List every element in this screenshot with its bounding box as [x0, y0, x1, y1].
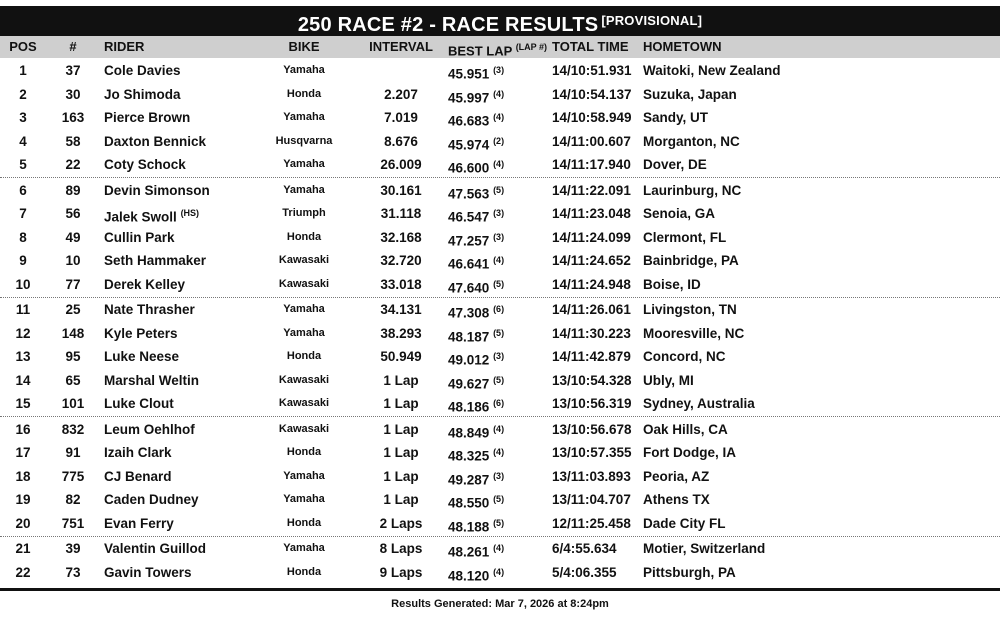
- row-rider-number: 65: [65, 372, 81, 388]
- best-lap-number: (3): [493, 208, 505, 218]
- best-lap-number: (5): [493, 374, 505, 385]
- row-bike: Honda: [286, 350, 322, 362]
- row-total-time: 14/11:24.948: [552, 276, 631, 292]
- row-rider-name: [104, 345, 179, 368]
- row-bike: Yamaha: [283, 303, 325, 315]
- row-rider-number: 25: [65, 302, 81, 317]
- row-hometown: Athens TX: [643, 492, 710, 507]
- rider-name-text: Kyle Peters: [104, 325, 178, 341]
- row-best-lap: [448, 512, 548, 539]
- row-rider-name: [104, 392, 174, 415]
- row-total-time: 14/11:17.940: [552, 157, 631, 172]
- best-lap-number: (4): [493, 543, 505, 553]
- row-total-time: 13/11:04.707: [552, 492, 631, 507]
- table-row: [0, 369, 1000, 392]
- row-rider-name: [104, 561, 192, 584]
- row-position: 16: [15, 421, 31, 437]
- table-row: [0, 392, 1000, 415]
- row-rider-number: 22: [65, 157, 81, 172]
- best-lap-time: 49.627: [448, 376, 490, 391]
- best-lap-number: (3): [493, 231, 505, 242]
- row-bike: Yamaha: [283, 64, 325, 76]
- row-rider-number: 91: [65, 445, 81, 460]
- row-position: 10: [15, 276, 31, 292]
- table-row: [0, 179, 1000, 202]
- row-bike: Honda: [286, 87, 322, 100]
- row-interval: 1 Lap: [383, 492, 419, 507]
- row-total-time: 13/11:03.893: [552, 468, 631, 484]
- row-rider-name: [104, 369, 199, 392]
- row-interval: 2 Laps: [379, 515, 423, 531]
- row-position: 15: [15, 396, 31, 411]
- row-interval: 9 Laps: [379, 564, 423, 580]
- row-bike: Kawasaki: [278, 397, 330, 409]
- rider-name-text: Izaih Clark: [104, 445, 172, 460]
- row-hometown: Dade City FL: [643, 515, 726, 531]
- row-hometown: Laurinburg, NC: [643, 182, 742, 198]
- row-total-time: 14/10:58.949: [552, 110, 632, 125]
- row-rider-name: [104, 153, 186, 176]
- best-lap-time: 48.261: [448, 544, 490, 560]
- best-lap-number: (6): [493, 304, 505, 314]
- table-row: [0, 512, 1000, 535]
- best-lap-time: 48.188: [448, 519, 490, 534]
- row-rider-name: [104, 298, 195, 321]
- row-interval: 7.019: [384, 110, 418, 125]
- row-hometown: Fort Dodge, IA: [643, 445, 736, 460]
- row-hometown: Morganton, NC: [643, 133, 740, 149]
- row-total-time: 13/10:54.328: [552, 372, 632, 388]
- table-header: [0, 36, 1000, 58]
- row-rider-name: [104, 512, 174, 535]
- row-total-time: 14/11:30.223: [552, 325, 631, 341]
- row-bike: Yamaha: [283, 183, 325, 196]
- row-total-time: 14/10:51.931: [552, 63, 632, 78]
- row-position: 7: [19, 206, 27, 221]
- row-bike: Husqvarna: [275, 134, 333, 147]
- row-bike: Honda: [286, 446, 322, 458]
- header-rider: RIDER: [104, 39, 145, 54]
- best-lap-time: 48.120: [448, 568, 490, 583]
- best-lap-time: 46.600: [448, 160, 490, 176]
- row-hometown: Livingston, TN: [643, 302, 737, 317]
- row-rider-number: 37: [65, 63, 81, 78]
- row-hometown: Oak Hills, CA: [643, 421, 728, 437]
- row-total-time: 14/11:00.607: [552, 133, 631, 149]
- row-rider-number: 751: [61, 515, 85, 531]
- header-total-time: TOTAL TIME: [552, 39, 629, 54]
- best-lap-time: 47.257: [448, 233, 490, 248]
- row-rider-number: 56: [65, 206, 81, 221]
- row-bike: Kawasaki: [278, 277, 330, 290]
- header-bike: BIKE: [288, 39, 320, 54]
- row-total-time: 12/11:25.458: [552, 515, 631, 531]
- row-position: 18: [15, 468, 31, 484]
- best-lap-number: (5): [493, 184, 505, 195]
- table-row: [0, 537, 1000, 560]
- table-row: [0, 345, 1000, 368]
- row-rider-name: [104, 465, 172, 488]
- row-rider-name: [104, 83, 181, 106]
- row-interval: 1 Lap: [383, 396, 419, 411]
- header-number: #: [69, 39, 77, 54]
- best-lap-number: (5): [493, 517, 505, 528]
- row-position: 4: [19, 133, 27, 149]
- row-position: 17: [15, 445, 31, 460]
- row-best-lap: [448, 561, 548, 588]
- row-hometown: Sandy, UT: [643, 110, 709, 125]
- best-lap-number: (4): [493, 112, 505, 122]
- row-hometown: Peoria, AZ: [643, 468, 710, 484]
- row-interval: 8.676: [384, 133, 418, 149]
- best-lap-number: (3): [493, 65, 505, 75]
- rider-name-text: Luke Clout: [104, 396, 174, 411]
- best-lap-time: 45.951: [448, 66, 490, 82]
- row-rider-number: 775: [61, 468, 85, 484]
- row-rider-name: [104, 226, 175, 249]
- row-interval: 8 Laps: [379, 541, 423, 556]
- best-lap-time: 49.012: [448, 352, 490, 368]
- rider-name-text: CJ Benard: [104, 468, 172, 484]
- row-total-time: 6/4:55.634: [552, 541, 617, 556]
- row-position: 5: [19, 157, 27, 172]
- row-position: 11: [15, 302, 31, 317]
- best-lap-time: 47.563: [448, 186, 490, 201]
- best-lap-time: 45.974: [448, 137, 490, 152]
- rider-name-text: Gavin Towers: [104, 564, 192, 580]
- row-rider-name: [104, 273, 185, 296]
- row-position: 13: [15, 349, 31, 364]
- row-bike: Yamaha: [283, 493, 325, 505]
- table-row: [0, 106, 1000, 129]
- row-position: 19: [15, 492, 31, 507]
- best-lap-number: (4): [493, 255, 505, 265]
- row-bike: Honda: [286, 565, 322, 578]
- rider-name-text: Jalek Swoll: [104, 209, 177, 225]
- best-lap-number: (3): [493, 470, 505, 481]
- best-lap-number: (4): [493, 447, 505, 457]
- best-lap-time: 48.186: [448, 399, 490, 415]
- row-bike: Yamaha: [283, 158, 325, 170]
- row-position: 1: [19, 63, 27, 78]
- row-rider-number: 163: [61, 110, 85, 125]
- row-best-lap: [448, 392, 548, 419]
- row-interval: 1 Lap: [383, 468, 419, 484]
- row-interval: 33.018: [380, 276, 422, 292]
- row-interval: 50.949: [380, 349, 422, 364]
- rider-name-text: Marshal Weltin: [104, 372, 200, 388]
- row-total-time: 14/11:24.099: [552, 229, 631, 245]
- row-bike: Honda: [286, 516, 322, 529]
- table-row: [0, 83, 1000, 106]
- row-position: 9: [19, 253, 27, 268]
- best-lap-time: 47.640: [448, 280, 490, 295]
- row-rider-name: [104, 130, 206, 153]
- table-row: [0, 273, 1000, 296]
- row-interval: 30.161: [380, 182, 422, 198]
- row-rider-name: [104, 418, 195, 441]
- table-row: [0, 322, 1000, 345]
- row-position: 3: [19, 110, 27, 125]
- rider-name-text: Jo Shimoda: [104, 86, 181, 102]
- best-lap-number: (5): [493, 327, 505, 338]
- row-rider-name: [104, 322, 178, 345]
- row-position: 21: [15, 541, 31, 556]
- table-bottom-rule: [0, 588, 1000, 591]
- rider-name-text: Derek Kelley: [104, 276, 186, 292]
- row-total-time: 14/11:42.879: [552, 349, 631, 364]
- rider-name-text: Luke Neese: [104, 349, 180, 364]
- row-total-time: 5/4:06.355: [552, 564, 617, 580]
- row-hometown: Bainbridge, PA: [643, 253, 739, 268]
- best-lap-number: (6): [493, 398, 505, 408]
- row-bike: Yamaha: [283, 326, 325, 339]
- table-row: [0, 202, 1000, 225]
- best-lap-time: 49.287: [448, 472, 490, 487]
- best-lap-time: 46.641: [448, 256, 490, 272]
- row-rider-number: 10: [65, 253, 81, 268]
- row-rider-number: 30: [65, 86, 81, 102]
- row-bike: Honda: [286, 230, 322, 243]
- row-rider-number: 58: [65, 133, 81, 149]
- rider-name-text: Devin Simonson: [104, 182, 210, 198]
- row-position: 14: [15, 372, 31, 388]
- row-best-lap: [448, 153, 548, 180]
- row-rider-number: 39: [65, 541, 81, 556]
- row-interval: 32.720: [380, 253, 422, 268]
- row-interval: 34.131: [380, 302, 422, 317]
- row-position: 22: [15, 564, 31, 580]
- best-lap-time: 48.550: [448, 495, 490, 511]
- row-hometown: Motier, Switzerland: [643, 541, 766, 556]
- row-interval: 38.293: [380, 325, 422, 341]
- best-lap-number: (5): [493, 494, 505, 504]
- row-hometown: Boise, ID: [643, 276, 701, 292]
- results-generated-footer: Results Generated: Mar 7, 2026 at 8:24pm: [391, 598, 609, 610]
- row-best-lap: [448, 273, 548, 300]
- row-hometown: Dover, DE: [643, 157, 707, 172]
- row-rider-name: [104, 441, 172, 464]
- row-interval: 31.118: [380, 206, 422, 221]
- table-row: [0, 418, 1000, 441]
- table-row: [0, 153, 1000, 176]
- best-lap-number: (4): [493, 159, 505, 169]
- best-lap-time: 48.849: [448, 425, 490, 440]
- row-rider-name: [104, 488, 199, 511]
- row-rider-name: [104, 249, 206, 272]
- table-row: [0, 561, 1000, 584]
- row-position: 8: [19, 229, 27, 245]
- row-rider-number: 148: [61, 325, 85, 341]
- row-hometown: Suzuka, Japan: [643, 86, 737, 102]
- table-row: [0, 249, 1000, 272]
- row-total-time: 14/11:23.048: [552, 206, 631, 221]
- best-lap-number: (2): [493, 135, 505, 146]
- rider-name-text: Pierce Brown: [104, 110, 191, 125]
- best-lap-time: 48.325: [448, 448, 490, 464]
- rider-name-text: Cullin Park: [104, 229, 175, 245]
- row-rider-number: 77: [65, 276, 81, 292]
- row-rider-number: 832: [61, 421, 85, 437]
- row-position: 12: [15, 325, 31, 341]
- row-position: 20: [15, 515, 31, 531]
- row-total-time: 13/10:56.319: [552, 396, 632, 411]
- results-title: 250 RACE #2 - RACE RESULTS: [297, 14, 599, 36]
- best-lap-time: 45.997: [448, 90, 490, 105]
- row-rider-number: 73: [65, 564, 81, 580]
- row-position: 2: [19, 86, 27, 102]
- row-rider-number: 89: [65, 182, 81, 198]
- row-rider-name: [104, 106, 190, 129]
- row-rider-name: [104, 59, 181, 82]
- row-bike: Yamaha: [283, 469, 325, 482]
- row-bike: Yamaha: [283, 111, 325, 123]
- row-interval: 2.207: [384, 86, 418, 102]
- rider-name-text: Nate Thrasher: [104, 302, 195, 317]
- row-rider-number: 101: [61, 396, 85, 411]
- row-bike: Triumph: [282, 207, 326, 219]
- best-lap-time: 48.187: [448, 329, 490, 344]
- rider-name-text: Valentin Guillod: [104, 541, 207, 556]
- row-interval: 1 Lap: [383, 421, 419, 437]
- table-row: [0, 59, 1000, 82]
- best-lap-time: 46.547: [448, 209, 490, 225]
- rider-name-text: Leum Oehlhof: [104, 421, 195, 437]
- row-hometown: Ubly, MI: [643, 372, 694, 388]
- best-lap-number: (5): [493, 278, 505, 289]
- best-lap-number: (4): [493, 423, 505, 434]
- row-total-time: 13/10:57.355: [552, 445, 632, 460]
- row-hometown: Pittsburgh, PA: [643, 564, 736, 580]
- row-interval: 26.009: [380, 157, 422, 172]
- table-row: [0, 298, 1000, 321]
- rider-tag: (HS): [180, 208, 200, 218]
- row-bike: Yamaha: [283, 542, 325, 554]
- row-hometown: Senoia, GA: [643, 206, 716, 221]
- header-best-lap-label: BEST LAP: [448, 43, 513, 59]
- rider-name-text: Daxton Bennick: [104, 133, 207, 149]
- header-hometown: HOMETOWN: [643, 39, 722, 54]
- header-interval: INTERVAL: [369, 39, 433, 54]
- best-lap-number: (3): [493, 351, 505, 361]
- row-total-time: 14/10:54.137: [552, 86, 632, 102]
- row-total-time: 14/11:26.061: [552, 302, 631, 317]
- best-lap-number: (4): [493, 88, 505, 99]
- row-hometown: Waitoki, New Zealand: [643, 63, 781, 78]
- rider-name-text: Cole Davies: [104, 63, 181, 78]
- row-rider-number: 95: [65, 349, 81, 364]
- header-lap-number: (LAP #): [515, 42, 548, 52]
- best-lap-number: (4): [493, 566, 505, 577]
- row-hometown: Clermont, FL: [643, 229, 727, 245]
- row-rider-number: 49: [65, 229, 81, 245]
- table-row: [0, 465, 1000, 488]
- rider-name-text: Seth Hammaker: [104, 253, 207, 268]
- header-pos: POS: [9, 39, 37, 54]
- row-interval: 1 Lap: [383, 445, 419, 460]
- table-row: [0, 441, 1000, 464]
- provisional-tag: [PROVISIONAL]: [601, 13, 703, 28]
- row-total-time: 14/11:24.652: [552, 253, 631, 268]
- table-row: [0, 226, 1000, 249]
- rider-name-text: Coty Schock: [104, 157, 186, 172]
- rider-name-text: Evan Ferry: [104, 515, 174, 531]
- row-hometown: Concord, NC: [643, 349, 726, 364]
- row-rider-number: 82: [65, 492, 81, 507]
- row-rider-name: [104, 179, 210, 202]
- row-rider-name: [104, 537, 206, 560]
- row-hometown: Sydney, Australia: [643, 396, 755, 411]
- row-hometown: Mooresville, NC: [643, 325, 745, 341]
- row-bike: Kawasaki: [278, 422, 330, 435]
- table-row: [0, 488, 1000, 511]
- row-total-time: 14/11:22.091: [552, 182, 631, 198]
- best-lap-time: 47.308: [448, 305, 490, 321]
- table-row: [0, 130, 1000, 153]
- row-bike: Kawasaki: [278, 254, 330, 266]
- results-title-bar: [0, 6, 1000, 36]
- row-interval: 32.168: [380, 229, 422, 245]
- row-position: 6: [19, 182, 27, 198]
- rider-name-text: Caden Dudney: [104, 492, 199, 507]
- row-total-time: 13/10:56.678: [552, 421, 632, 437]
- row-interval: 1 Lap: [383, 372, 419, 388]
- row-bike: Kawasaki: [278, 373, 330, 386]
- best-lap-time: 46.683: [448, 113, 490, 129]
